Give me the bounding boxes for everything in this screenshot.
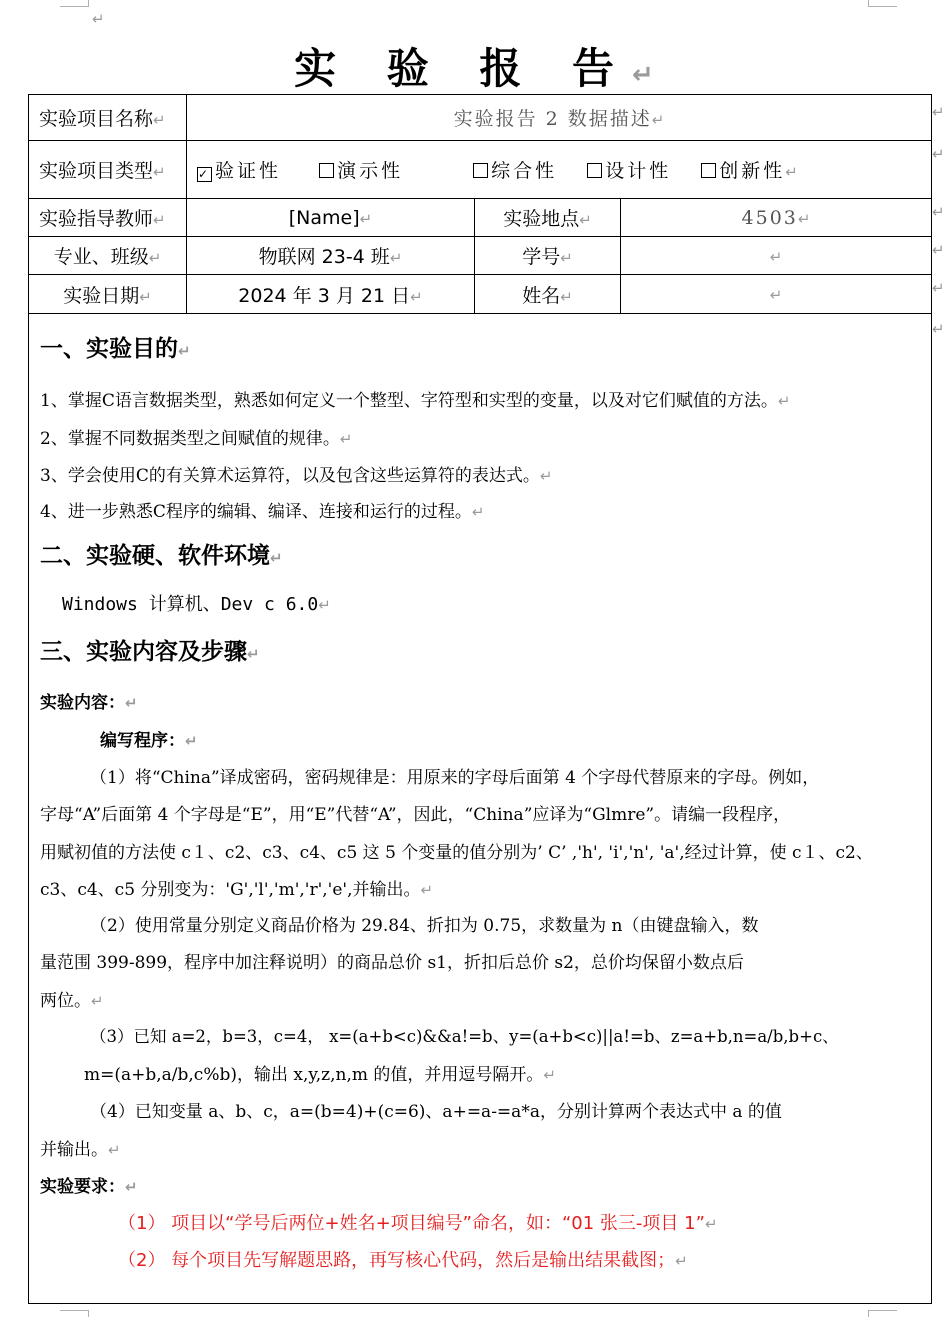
date-label: 实验日期↵ [29, 275, 187, 314]
section-heading-purpose: 一、实验目的↵ [40, 336, 191, 362]
purpose-item-1: 1、掌握C语言数据类型，熟悉如何定义一个整型、字符型和实型的变量，以及对它们赋值的方法。↵ [40, 391, 791, 411]
teacher-value[interactable]: [Name]↵ [187, 199, 475, 237]
date-value[interactable]: 2024 年 3 月 21 日↵ [187, 275, 475, 314]
type-option-innovative[interactable]: 创新性 [701, 160, 785, 182]
checkbox-icon[interactable] [587, 163, 602, 178]
project-name-label: 实验项目名称↵ [29, 95, 187, 141]
row-end-mark-icon: ↵ [932, 203, 945, 221]
page-corner-mark [868, 0, 897, 7]
task3-line-1: （3）已知 a=2，b=3，c=4， x=(a+b<c)&&a!=b、y=(a+b<c)||a!=b、z=a+b,n=a/b,b+c、 [90, 1027, 839, 1046]
environment-text: Windows 计算机、Dev c 6.0↵ [62, 594, 331, 615]
task3-line-2: m=(a+b,a/b,c%b)，输出 x,y,z,n,m 的值，并用逗号隔开。↵ [84, 1065, 556, 1085]
info-table [28, 94, 932, 314]
name-label: 姓名↵ [475, 275, 621, 314]
row-end-mark-icon: ↵ [932, 145, 945, 163]
page-corner-mark [60, 0, 89, 7]
checkbox-icon[interactable] [319, 163, 334, 178]
row-end-mark-icon: ↵ [932, 241, 945, 259]
location-label: 实验地点↵ [475, 199, 621, 237]
location-value[interactable]: 4503↵ [621, 199, 932, 237]
task2-line-1: （2）使用常量分别定义商品价格为 29.84、折扣为 0.75，求数量为 n（由键盘输入，数 [90, 916, 759, 936]
project-name-value[interactable]: 实验报告 2 数据描述↵ [187, 95, 932, 141]
task1-line-4: c3、c4、c5 分别变为：'G','l','m','r','e',并输出。↵ [40, 880, 434, 900]
task2-line-2: 量范围 399-899，程序中加注释说明）的商品总价 s1，折扣后总价 s2，总价均保留小数点后 [40, 953, 744, 973]
row-end-mark-icon: ↵ [932, 320, 945, 338]
requirement-2: （2） 每个项目先写解题思路，再写核心代码，然后是输出结果截图；↵ [118, 1250, 688, 1271]
section-heading-content: 三、实验内容及步骤↵ [40, 639, 260, 665]
task2-line-3: 两位。↵ [40, 991, 104, 1011]
checkbox-icon[interactable] [701, 163, 716, 178]
project-type-label: 实验项目类型↵ [29, 141, 187, 199]
task1-line-3: 用赋初值的方法使 c１、c2、c3、c4、c5 这 5 个变量的值分别为’ C’ ,'h', 'i','n', 'a',经过计算，使 c１、c2、 [40, 843, 873, 863]
program-label: 编写程序：↵ [100, 731, 198, 751]
purpose-item-2: 2、掌握不同数据类型之间赋值的规律。↵ [40, 429, 353, 449]
content-label: 实验内容：↵ [40, 693, 138, 713]
purpose-item-4: 4、进一步熟悉C程序的编辑、编译、连接和运行的过程。↵ [40, 502, 485, 522]
checkbox-icon[interactable] [473, 163, 488, 178]
row-end-mark-icon: ↵ [932, 103, 945, 121]
paragraph-mark-icon: ↵ [92, 10, 105, 28]
teacher-label: 实验指导教师↵ [29, 199, 187, 237]
name-value[interactable]: ↵ [621, 275, 932, 314]
requirements-label: 实验要求：↵ [40, 1177, 138, 1197]
row-end-mark-icon: ↵ [932, 279, 945, 297]
task4-line-1: （4）已知变量 a、b、c，a=(b=4)+(c=6)、a+=a-=a*a，分别计算两个表达式中 a 的值 [90, 1102, 782, 1122]
student-id-value[interactable]: ↵ [621, 237, 932, 275]
type-option-verify[interactable]: ✓ 验证性 [198, 160, 282, 182]
page-title: 实 验 报 告↵ [294, 44, 654, 93]
task1-line-1: （1）将“China”译成密码，密码规律是：用原来的字母后面第 4 个字母代替原来的字母。例如， [90, 768, 820, 788]
task4-line-2: 并输出。↵ [40, 1140, 121, 1160]
student-id-label: 学号↵ [475, 237, 621, 275]
checkbox-checked-icon[interactable]: ✓ [198, 167, 212, 181]
page-corner-mark [60, 1310, 89, 1317]
type-option-comprehensive[interactable]: 综合性 [473, 160, 557, 182]
type-option-demo[interactable]: 演示性 [319, 160, 403, 182]
section-heading-environment: 二、实验硬、软件环境↵ [40, 543, 283, 569]
major-label: 专业、班级↵ [29, 237, 187, 275]
type-option-design[interactable]: 设计性 [587, 160, 671, 182]
major-value[interactable]: 物联网 23-4 班↵ [187, 237, 475, 275]
requirement-1: （1） 项目以“学号后两位+姓名+项目编号”命名，如：“01 张三-项目 1”↵ [118, 1213, 718, 1234]
purpose-item-3: 3、学会使用C的有关算术运算符，以及包含这些运算符的表达式。↵ [40, 466, 553, 486]
project-type-options: ✓ 验证性 演示性 综合性 设计性 创新性↵ [187, 141, 932, 199]
task1-line-2: 字母“A”后面第 4 个字母是“E”，用“E”代替“A”，因此，“China”应译为“Glmre”。请编一段程序， [40, 805, 791, 825]
page-corner-mark [868, 1310, 897, 1317]
